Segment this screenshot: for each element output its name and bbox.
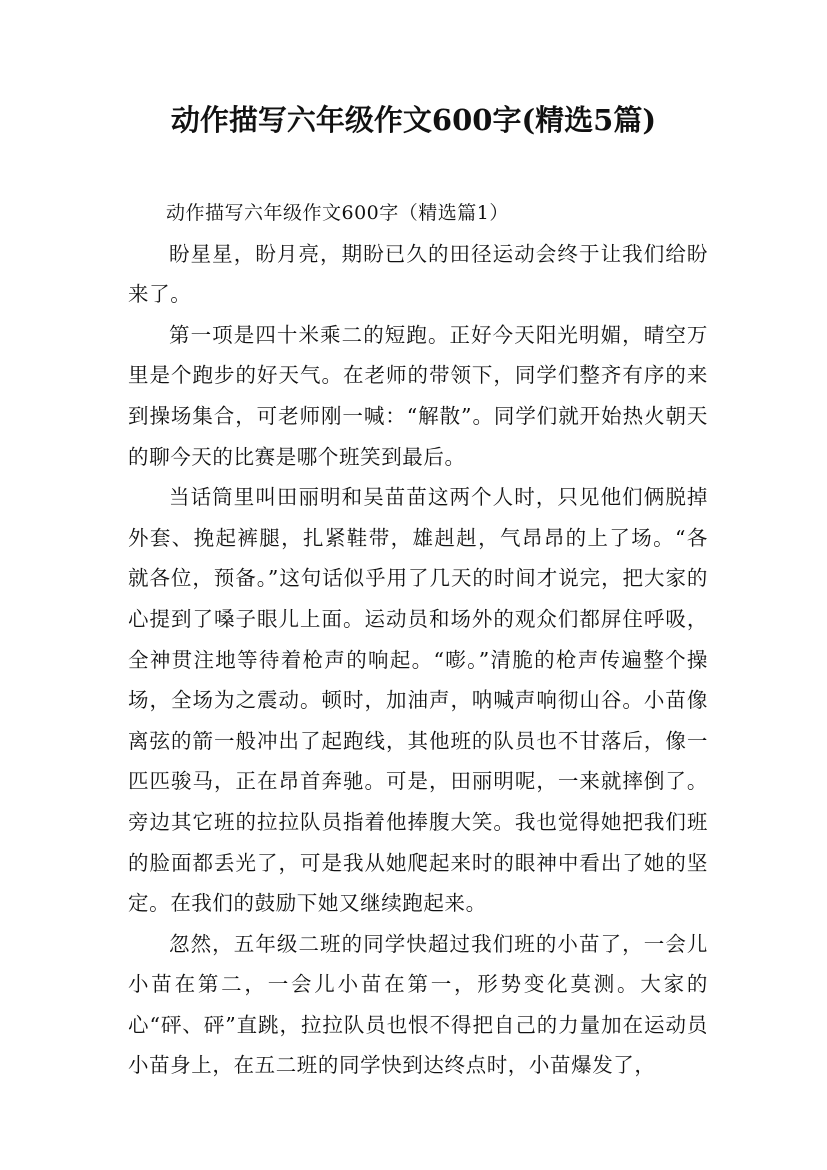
paragraph: 忽然，五年级二班的同学快超过我们班的小苗了，一会儿小苗在第二，一会儿小苗在第一，形势变化莫测。大家的心“砰、砰”直跳，拉拉队员也恨不得把自己的力量加在运动员小苗身上，在五二班的同学快到达终点时，小苗爆发了， xyxy=(128,931,708,1078)
paragraph: 当话筒里叫田丽明和吴苗苗这两个人时，只见他们俩脱掉外套、挽起裤腿，扎紧鞋带，雄赳赳，气昂昂的上了场。“各就各位，预备。”这句话似乎用了几天的时间才说完，把大家的心提到了嗓子眼儿上面。运动员和场外的观众们都屏住呼吸，全神贯注地等待着枪声的响起。“嘭。”清脆的枪声传遍整个操场，全场为之震动。顿时，加油声，呐喊声响彻山谷。小苗像离弦的箭一般冲出了起跑线，其他班的队员也不甘落后，像一匹匹骏马，正在昂首奔驰。可是，田丽明呢，一来就摔倒了。旁边其它班的拉拉队员指着他捧腹大笑。我也觉得她把我们班的脸面都丢光了，可是我从她爬起来时的眼神中看出了她的坚定。在我们的鼓励下她又继续跑起来。 xyxy=(128,485,708,916)
document-body xyxy=(128,193,708,1086)
paragraph: 盼星星，盼月亮，期盼已久的田径运动会终于让我们给盼来了。 xyxy=(128,241,708,307)
document-title: 动作描写六年级作文600字(精选5篇) xyxy=(170,103,657,137)
paragraph: 第一项是四十米乘二的短跑。正好今天阳光明媚，晴空万里是个跑步的好天气。在老师的带领下，同学们整齐有序的来到操场集合，可老师刚一喊：“解散”。同学们就开始热火朝天的聊今天的比赛是哪个班笑到最后。 xyxy=(128,322,708,469)
section-heading: 动作描写六年级作文600字（精选篇1） xyxy=(166,202,509,224)
